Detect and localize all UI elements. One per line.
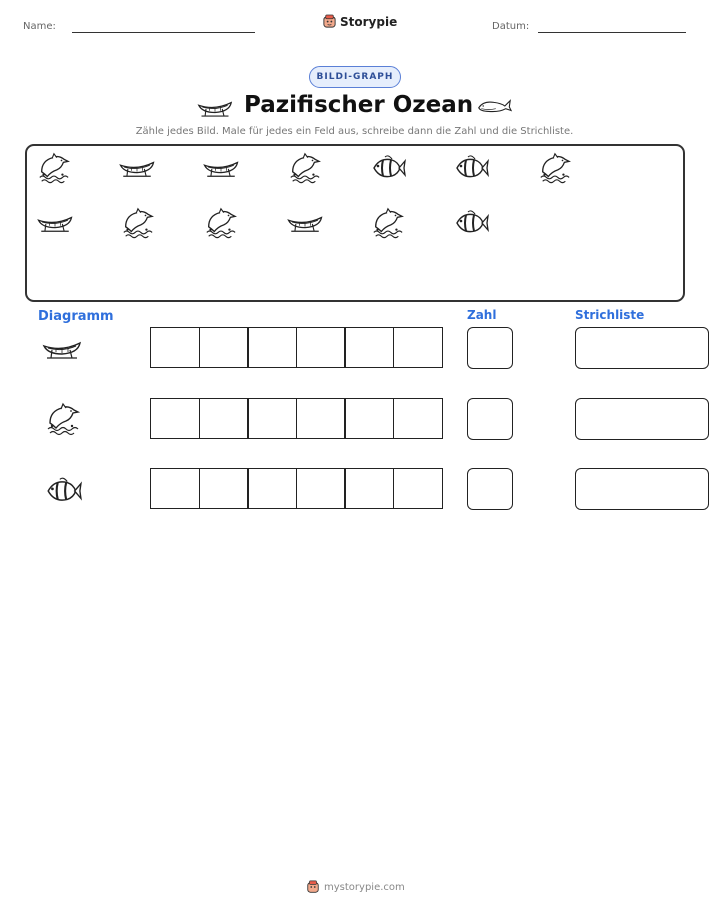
canoe-icon xyxy=(197,97,233,119)
grid-cell[interactable] xyxy=(393,327,443,368)
grid-cell[interactable] xyxy=(247,398,297,439)
storypie-mascot-icon xyxy=(322,14,337,29)
bar-grid-fish xyxy=(150,468,443,509)
canoe-icon xyxy=(202,157,240,179)
fish-icon xyxy=(370,154,406,182)
grid-cell[interactable] xyxy=(296,468,346,509)
dolphin-icon xyxy=(203,206,237,240)
storypie-mascot-icon xyxy=(306,880,320,894)
bar-grid-canoe xyxy=(150,327,443,368)
footer-url[interactable]: mystorypie.com xyxy=(324,881,405,893)
footer xyxy=(306,880,405,894)
name-label: Name: xyxy=(23,21,56,32)
canoe-icon xyxy=(286,212,324,234)
fish-icon xyxy=(453,154,489,182)
grid-cell[interactable] xyxy=(296,398,346,439)
canoe-icon xyxy=(42,337,82,361)
grid-cell[interactable] xyxy=(150,398,200,439)
grid-cell[interactable] xyxy=(199,468,249,509)
grid-cell[interactable] xyxy=(344,327,394,368)
canoe-icon xyxy=(36,212,74,234)
dolphin-icon xyxy=(287,151,321,185)
tally-box-canoe[interactable] xyxy=(575,327,709,369)
tally-box-dolphin[interactable] xyxy=(575,398,709,440)
worksheet-type-badge: BILDI-GRAPH xyxy=(309,66,401,88)
grid-cell[interactable] xyxy=(150,327,200,368)
grid-cell[interactable] xyxy=(247,327,297,368)
date-line[interactable] xyxy=(538,32,686,33)
fish-icon xyxy=(453,209,489,237)
whale-icon xyxy=(476,96,512,116)
dolphin-icon xyxy=(537,151,571,185)
canoe-icon xyxy=(118,157,156,179)
date-label: Datum: xyxy=(492,21,530,32)
dolphin-icon xyxy=(370,206,404,240)
name-line[interactable] xyxy=(72,32,255,33)
grid-cell[interactable] xyxy=(344,468,394,509)
grid-cell[interactable] xyxy=(199,327,249,368)
grid-cell[interactable] xyxy=(199,398,249,439)
brand-logo xyxy=(322,14,397,29)
number-box-canoe[interactable] xyxy=(467,327,513,369)
number-box-dolphin[interactable] xyxy=(467,398,513,440)
grid-cell[interactable] xyxy=(393,398,443,439)
bar-grid-dolphin xyxy=(150,398,443,439)
grid-cell[interactable] xyxy=(150,468,200,509)
brand-name: Storypie xyxy=(340,14,398,29)
grid-cell[interactable] xyxy=(344,398,394,439)
diagram-heading: Diagramm xyxy=(38,309,114,324)
dolphin-icon xyxy=(44,401,80,437)
grid-cell[interactable] xyxy=(247,468,297,509)
fish-icon xyxy=(44,476,82,506)
tally-heading: Strichliste xyxy=(575,308,645,322)
dolphin-icon xyxy=(36,151,70,185)
grid-cell[interactable] xyxy=(393,468,443,509)
number-heading: Zahl xyxy=(467,308,497,322)
page-title: Pazifischer Ozean xyxy=(244,92,474,118)
number-box-fish[interactable] xyxy=(467,468,513,510)
instruction-text: Zähle jedes Bild. Male für jedes ein Feld aus, schreibe dann die Zahl und die Strichliste. xyxy=(135,126,574,137)
grid-cell[interactable] xyxy=(296,327,346,368)
tally-box-fish[interactable] xyxy=(575,468,709,510)
dolphin-icon xyxy=(120,206,154,240)
